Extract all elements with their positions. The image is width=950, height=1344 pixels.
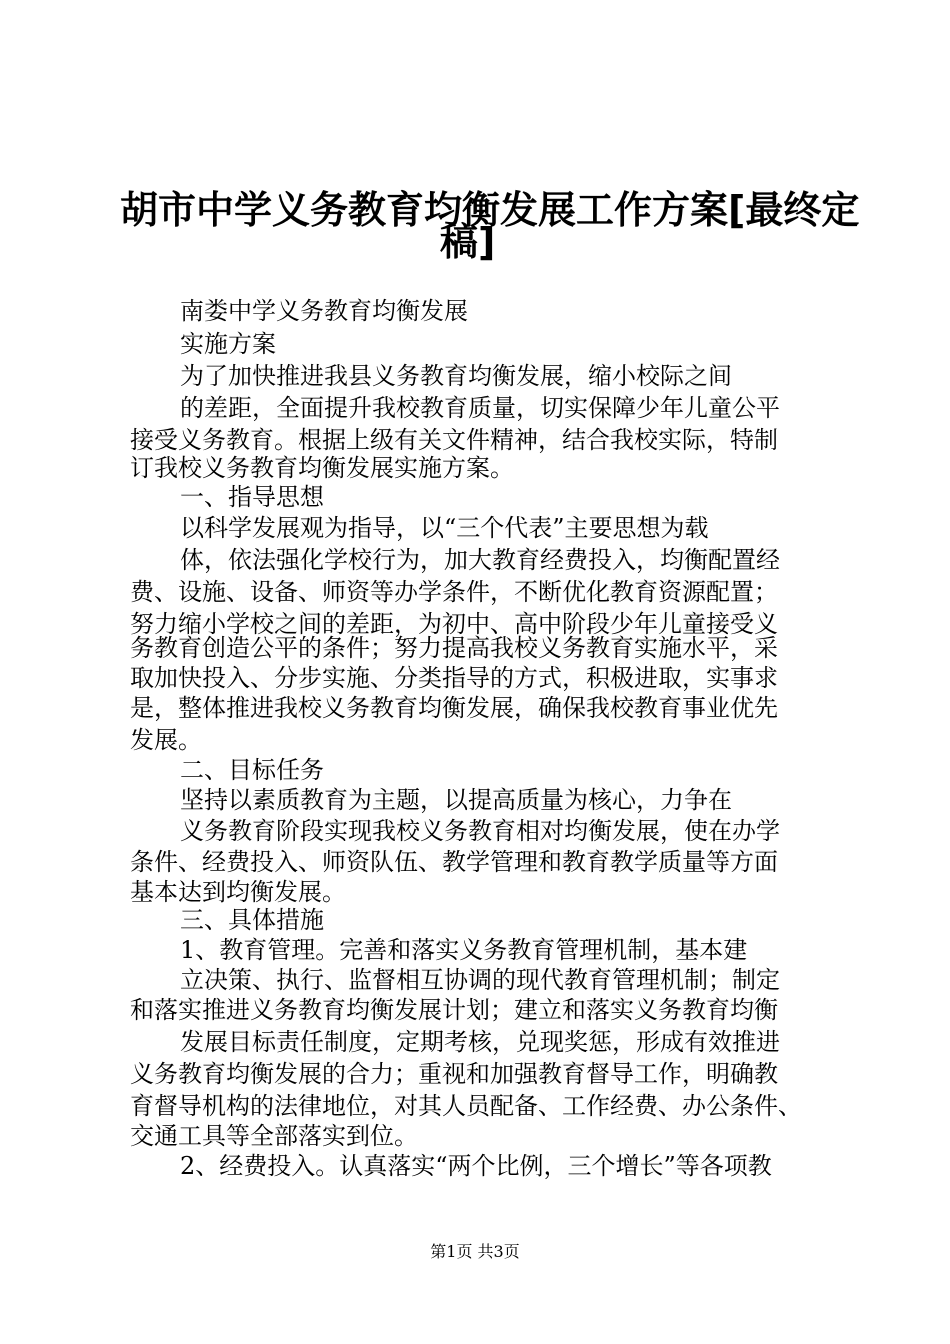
body-line: 立决策、执行、监督相互协调的现代教育管理机制；制定 (180, 966, 780, 994)
body-line: 的差距，全面提升我校教育质量，切实保障少年儿童公平 (180, 394, 780, 422)
body-line: 实施方案 (180, 330, 276, 358)
body-line: 体，依法强化学校行为，加大教育经费投入，均衡配置经 (180, 546, 780, 574)
body-line: 务教育创造公平的条件；努力提高我校义务教育实施水平，采 (130, 634, 778, 662)
body-line: 发展目标责任制度，定期考核，兑现奖惩，形成有效推进 (180, 1028, 780, 1056)
body-line: 和落实推进义务教育均衡发展计划；建立和落实义务教育均衡 (130, 996, 778, 1024)
body-line: 坚持以素质教育为主题，以提高质量为核心，力争在 (180, 786, 732, 814)
document-title-line-1: 胡市中学义务教育均衡发展工作方案[最终定 (120, 188, 860, 232)
body-line: 义务教育均衡发展的合力；重视和加强教育督导工作，明确教 (130, 1060, 778, 1088)
body-line: 费、设施、设备、师资等办学条件，不断优化教育资源配置； (130, 578, 778, 606)
section-heading: 一、指导思想 (180, 483, 324, 511)
page-number-footer: 第1页 共3页 (430, 1242, 520, 1261)
body-line: 义务教育阶段实现我校义务教育相对均衡发展，使在办学 (180, 817, 780, 845)
body-line: 发展。 (130, 726, 202, 754)
section-heading: 二、目标任务 (180, 756, 324, 784)
body-line: 育督导机构的法律地位，对其人员配备、工作经费、办公条件、 (130, 1092, 802, 1120)
body-line: 1、教育管理。完善和落实义务教育管理机制，基本建 (180, 936, 748, 964)
body-line: 南娄中学义务教育均衡发展 (180, 297, 468, 325)
body-line: 努力缩小学校之间的差距，为初中、高中阶段少年儿童接受义 (130, 610, 778, 638)
body-line: 取加快投入、分步实施、分类指导的方式，积极进取，实事求 (130, 664, 778, 692)
body-line: 条件、经费投入、师资队伍、教学管理和教育教学质量等方面 (130, 848, 778, 876)
body-line: 订我校义务教育均衡发展实施方案。 (130, 454, 514, 482)
body-line: 2、经费投入。认真落实“两个比例，三个增长”等各项教 (180, 1152, 772, 1180)
section-heading: 三、具体措施 (180, 906, 324, 934)
body-line: 是，整体推进我校义务教育均衡发展，确保我校教育事业优先 (130, 694, 778, 722)
body-line: 接受义务教育。根据上级有关文件精神，结合我校实际，特制 (130, 426, 778, 454)
body-line: 为了加快推进我县义务教育均衡发展，缩小校际之间 (180, 362, 732, 390)
body-line: 以科学发展观为指导，以“三个代表”主要思想为载 (180, 514, 709, 542)
body-line: 交通工具等全部落实到位。 (130, 1122, 418, 1150)
document-title-line-2: 稿] (440, 220, 496, 264)
body-line: 基本达到均衡发展。 (130, 878, 346, 906)
